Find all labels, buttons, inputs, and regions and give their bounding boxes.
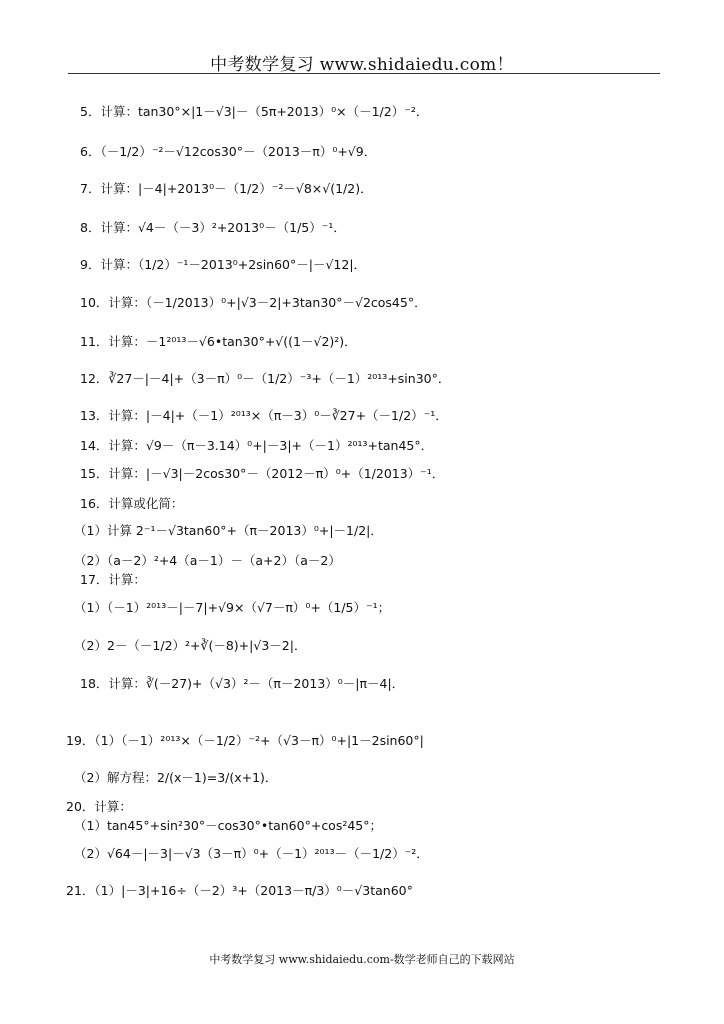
page-header-title: 中考数学复习 www.shidaiedu.com！ — [210, 55, 514, 75]
problem-17-part-1: （1）（－1）²⁰¹³－|－7|+√9×（√7－π）⁰+（1/5）⁻¹； — [74, 600, 391, 615]
problem-18: 18．计算：∛(－27)+（√3）²－（π－2013）⁰－|π－4|． — [80, 676, 405, 691]
problem-14: 14．计算：√9－（π－3.14）⁰+|－3|+（－1）²⁰¹³+tan45°． — [80, 438, 434, 453]
problem-16-part-1: （1）计算 2⁻¹－√3tan60°+（π－2013）⁰+|－1/2|． — [74, 523, 383, 538]
problem-17-heading: 17．计算： — [80, 572, 146, 587]
problem-15: 15．计算：|－√3|－2cos30°－（2012－π）⁰+（1/2013）⁻¹． — [80, 466, 445, 481]
problem-11: 11．计算：－1²⁰¹³－√6•tan30°+√((1－√2)²)． — [80, 334, 357, 349]
problem-20-heading: 20．计算： — [66, 799, 132, 814]
problem-13: 13．计算：|－4|+（－1）²⁰¹³×（π－3）⁰－∛27+（－1/2）⁻¹． — [80, 408, 448, 423]
problem-20-part-1: （1）tan45°+sin²30°－cos30°•tan60°+cos²45°； — [74, 818, 383, 833]
problem-8: 8．计算：√4－（－3）²+2013⁰－（1/5）⁻¹． — [80, 220, 346, 235]
header-divider — [68, 73, 660, 74]
problem-7: 7．计算：|－4|+2013⁰－（1/2）⁻²－√8×√(1/2)． — [80, 181, 373, 196]
problem-5: 5．计算：tan30°×|1－√3|－（5π+2013）⁰×（－1/2）⁻²． — [80, 104, 429, 119]
problem-20-part-2: （2）√64－|－3|－√3（3－π）⁰+（－1）²⁰¹³－（－1/2）⁻²． — [74, 846, 429, 861]
problem-9: 9．计算：（1/2）⁻¹－2013⁰+2sin60°－|－√12|． — [80, 257, 367, 272]
problem-16-part-2: （2）（a－2）²+4（a－1）－（a+2）（a－2） — [74, 553, 341, 568]
problem-12: 12．∛27－|－4|+（3－π）⁰－（1/2）⁻³+（－1）²⁰¹³+sin30°． — [80, 371, 451, 386]
page-footer: 中考数学复习 www.shidaiedu.com-数学老师自己的下载网站 — [209, 953, 515, 966]
problem-19-part-1: 19．（1）（－1）²⁰¹³×（－1/2）⁻²+（√3－π）⁰+|1－2sin60°| — [66, 733, 424, 748]
problem-16-heading: 16．计算或化简： — [80, 496, 184, 511]
problem-10: 10．计算：（－1/2013）⁰+|√3－2|+3tan30°－√2cos45°． — [80, 295, 427, 310]
problem-17-part-2: （2）2－（－1/2）²+∛(－8)+|√3－2|． — [74, 638, 307, 653]
problem-6: 6．（－1/2）⁻²－√12cos30°－（2013－π）⁰+√9． — [80, 144, 377, 159]
problem-19-part-2: （2）解方程：2/(x－1)=3/(x+1)． — [74, 770, 278, 785]
problem-21: 21．（1）|－3|+16÷（－2）³+（2013－π/3）⁰－√3tan60° — [66, 883, 413, 898]
